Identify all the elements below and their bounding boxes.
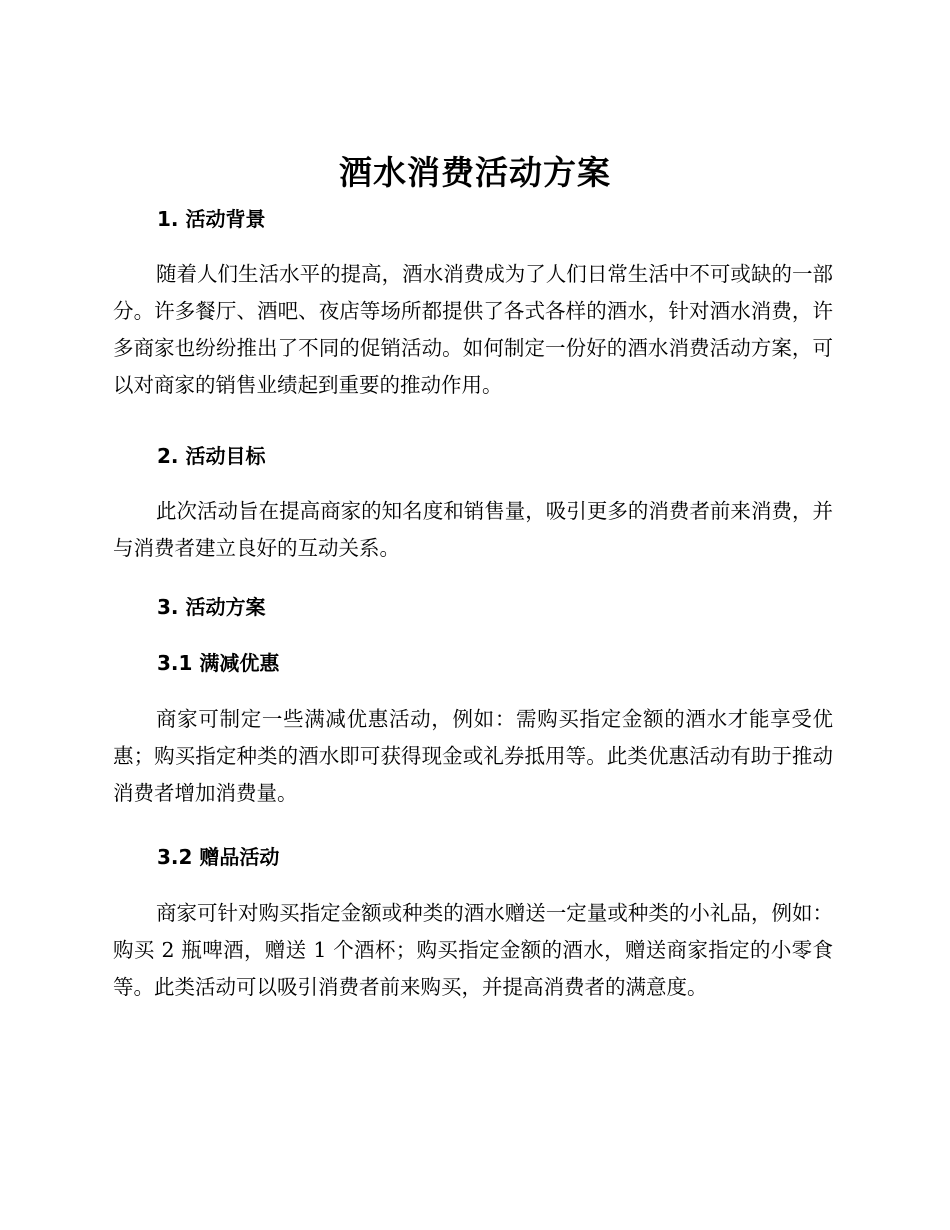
document-title: 酒水消费活动方案 bbox=[339, 153, 611, 192]
section-heading-gift: 3.2 赠品活动 bbox=[157, 845, 280, 869]
section-paragraph-gift: 商家可针对购买指定金额或种类的酒水赠送一定量或种类的小礼品，例如：购买 2 瓶啤酒，赠送 1 个酒杯；购买指定金额的酒水，赠送商家指定的小零食等。此类活动可以吸引消费者前来购买，并提高消费者的满意度。 bbox=[113, 901, 833, 999]
section-paragraph-goal: 此次活动旨在提高商家的知名度和销售量，吸引更多的消费者前来消费，并与消费者建立良好的互动关系。 bbox=[113, 499, 833, 560]
section-paragraph-discount: 商家可制定一些满减优惠活动，例如：需购买指定金额的酒水才能享受优惠；购买指定种类的酒水即可获得现金或礼券抵用等。此类优惠活动有助于推动消费者增加消费量。 bbox=[113, 707, 833, 805]
section-heading-plan: 3. 活动方案 bbox=[157, 595, 266, 619]
section-heading-goal: 2. 活动目标 bbox=[157, 444, 266, 468]
section-heading-background: 1. 活动背景 bbox=[157, 207, 266, 231]
section-heading-discount: 3.1 满减优惠 bbox=[157, 651, 280, 675]
section-paragraph-background: 随着人们生活水平的提高，酒水消费成为了人们日常生活中不可或缺的一部分。许多餐厅、酒吧、夜店等场所都提供了各式各样的酒水，针对酒水消费，许多商家也纷纷推出了不同的促销活动。如何制定一份好的酒水消费活动方案，可以对商家的销售业绩起到重要的推动作用。 bbox=[113, 262, 833, 397]
